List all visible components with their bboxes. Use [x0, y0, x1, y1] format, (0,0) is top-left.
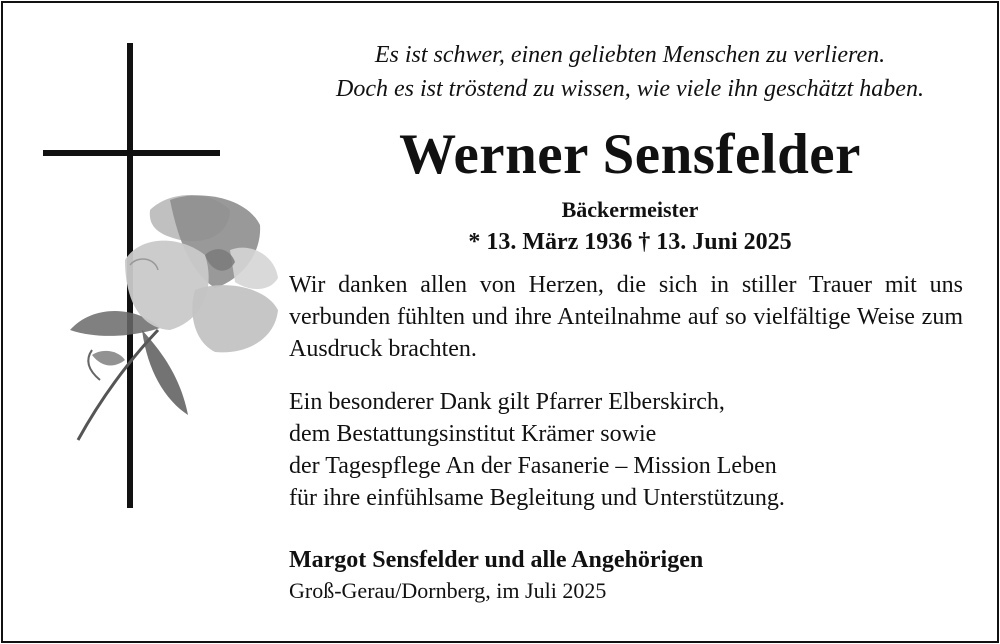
special-thanks-line-4: für ihre einfühlsame Begleitung und Unterstützung. [289, 485, 785, 511]
cross-with-rose-illustration [30, 30, 300, 520]
rose-icon [70, 195, 278, 440]
special-thanks-line-2: dem Bestattungsinstitut Krämer sowie [289, 421, 657, 447]
profession: Bäckermeister [561, 197, 699, 222]
special-thanks [289, 386, 785, 514]
signature-name: Margot Sensfelder und alle Angehörigen [289, 547, 704, 573]
deceased-name: Werner Sensfelder [399, 123, 861, 186]
signature-place-date: Groß-Gerau/Dornberg, im Juli 2025 [289, 578, 607, 603]
motto [300, 38, 960, 106]
special-thanks-line-3: der Tagespflege An der Fasanerie – Mission Leben [289, 453, 777, 479]
life-dates: * 13. März 1936 † 13. Juni 2025 [468, 229, 792, 255]
special-thanks-line-1: Ein besonderer Dank gilt Pfarrer Elberskirch, [289, 389, 725, 415]
thanks-paragraph: Wir danken allen von Herzen, die sich in stiller Trauer mit uns verbunden fühlten und ihre Anteilnahme auf so vielfältige Weise zum Ausdruck brachten. [289, 272, 963, 362]
motto-line-1: Es ist schwer, einen geliebten Menschen zu verlieren. [374, 42, 886, 68]
motto-line-2: Doch es ist tröstend zu wissen, wie viele ihn geschätzt haben. [336, 76, 924, 102]
